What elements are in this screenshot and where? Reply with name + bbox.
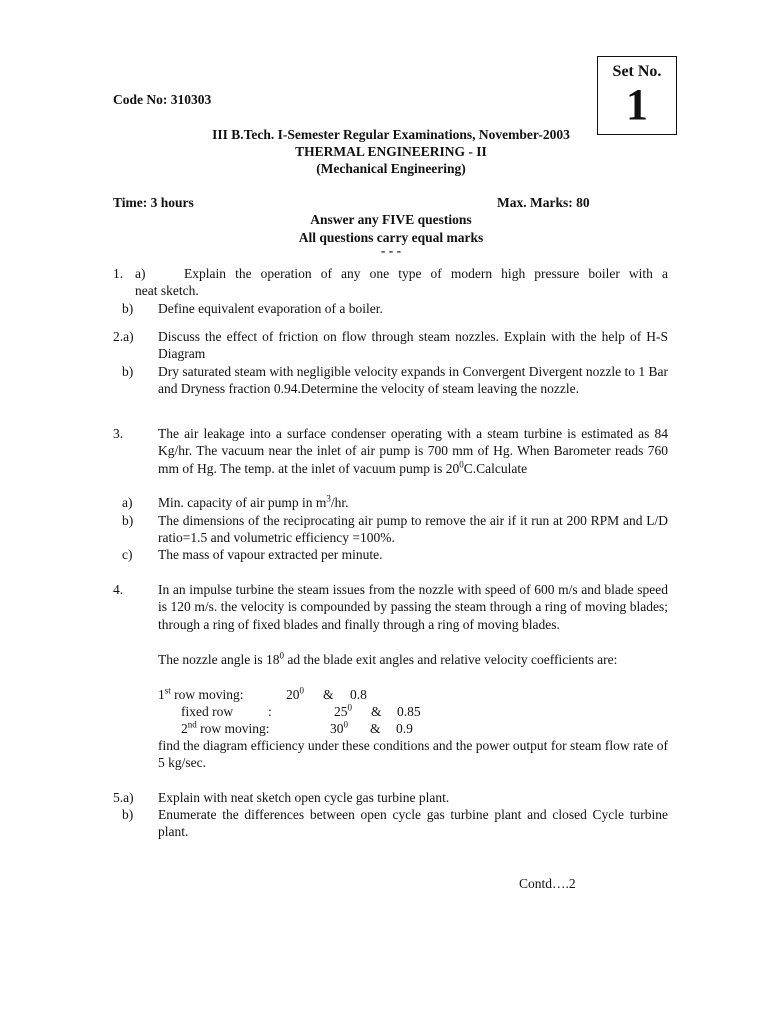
branch-title: (Mechanical Engineering)	[316, 161, 466, 176]
max-marks: Max. Marks: 80	[497, 195, 590, 210]
q3b-label: b)	[122, 513, 134, 528]
q3-number: 3.	[113, 426, 124, 441]
q4-row1-label: 1st row moving:	[158, 685, 244, 702]
q5b-label: b)	[122, 807, 134, 822]
instruction-equal-marks: All questions carry equal marks	[298, 230, 484, 245]
q4-row2-label: fixed row	[181, 704, 234, 719]
q1a-text-line1: Explain the operation of any one type of modern high pressure boiler with a	[184, 266, 668, 281]
q3a-text: Min. capacity of air pump in $m^3/hr$.	[158, 493, 349, 510]
q4-row3-label: 2nd row moving:	[181, 719, 270, 736]
code-number: Code No: 310303	[113, 92, 212, 107]
q3c-label: c)	[122, 547, 133, 562]
q4-row3-coef: 0.9	[396, 721, 413, 736]
q4-row1-angle: $20^0$	[286, 685, 304, 702]
set-number: 1	[626, 80, 648, 129]
q2a-text: Discuss the effect of friction on flow through steam nozzles. Explain with the help of H-S Diagram	[158, 329, 668, 362]
q4-text-closing: find the diagram efficiency under these conditions and the power output for steam flow rate of 5 kg/sec.	[158, 738, 668, 771]
instruction-answer-five: Answer any FIVE questions	[310, 212, 472, 227]
q4-row3-angle: $30^0$	[330, 719, 348, 736]
q1-number: 1.	[113, 266, 124, 281]
q1b-label: b)	[122, 301, 134, 316]
q4-row1-coef: 0.8	[350, 687, 367, 702]
q3b-text: The dimensions of the reciprocating air pump to remove the air if it run at 200 RPM and L/D ratio=1.5 and volumetric efficiency =100%.	[158, 513, 668, 546]
q2b-text: Dry saturated steam with negligible velocity expands in Convergent Divergent nozzle to 1 Bar and Dryness fraction 0.94.Determine the velocity of steam leaving the nozzle.	[158, 364, 668, 397]
q4-row2-coef: 0.85	[397, 704, 421, 719]
q4-text-nozzle-angle: The nozzle angle is $18^0$ ad the blade exit angles and relative velocity coefficients are:	[158, 650, 618, 667]
q4-row2-amp: &	[371, 704, 382, 719]
continued-note: Contd….2	[519, 876, 576, 891]
q5a-text: Explain with neat sketch open cycle gas turbine plant.	[158, 790, 450, 805]
exam-time: Time: 3 hours	[113, 195, 194, 210]
q2a-label: 2.a)	[113, 329, 134, 344]
q4-text-intro: In an impulse turbine the steam issues from the nozzle with speed of 600 m/s and blade speed is 120 m/s. the velocity is compounded by passing the steam through a ring of moving blades; through a ring of fixed blades and finally through a ring of moving blades.	[158, 582, 668, 632]
set-label: Set No.	[612, 63, 662, 80]
q1a-label: a)	[135, 266, 146, 281]
q5a-label: 5.a)	[113, 790, 134, 805]
q4-row2-angle: $25^0$	[334, 702, 352, 719]
q4-row1-amp: &	[323, 687, 334, 702]
q1a-text-line2: neat sketch.	[135, 283, 199, 298]
q1b-text: Define equivalent evaporation of a boiler.	[158, 301, 383, 316]
q3-text: The air leakage into a surface condenser operating with a steam turbine is estimated as 84 Kg/hr. The vacuum near the inlet of air pump is 700 mm of Hg. When Barometer reads 760 mm of Hg. The temp. at the inlet of vacuum pump is $20^0C.Calculate$	[158, 426, 668, 476]
set-number-box	[597, 56, 677, 135]
q5b-text: Enumerate the differences between open cycle gas turbine plant and closed Cycle turbine plant.	[158, 807, 668, 840]
exam-title: III B.Tech. I-Semester Regular Examinations, November-2003	[212, 127, 570, 142]
q4-row2-colon: :	[268, 704, 272, 719]
q4-number: 4.	[113, 582, 124, 597]
q3a-label: a)	[122, 495, 133, 510]
q2b-label: b)	[122, 364, 134, 379]
separator: - - -	[380, 243, 402, 258]
subject-title: THERMAL ENGINEERING - II	[295, 144, 487, 159]
q4-row3-amp: &	[370, 721, 381, 736]
q3c-text: The mass of vapour extracted per minute.	[158, 547, 383, 562]
